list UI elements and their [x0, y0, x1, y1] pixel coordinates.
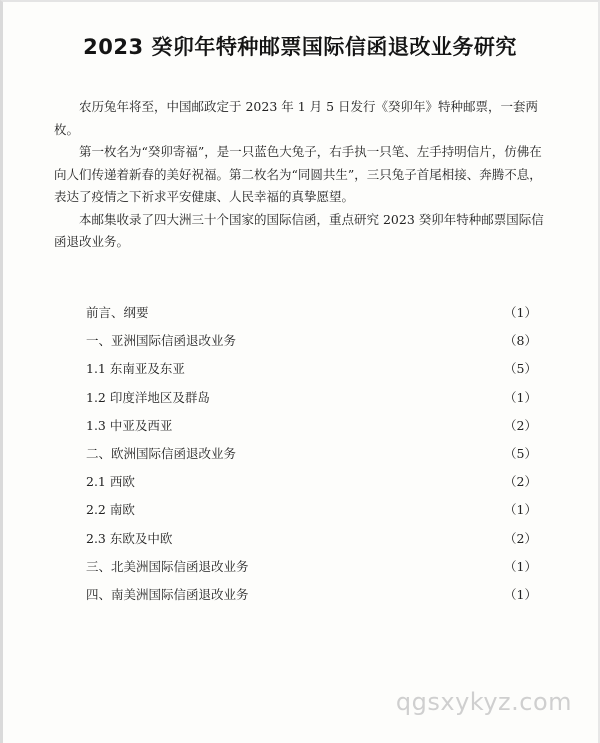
- toc-entry: [86, 387, 536, 415]
- toc-label: 2.1 西欧: [86, 474, 135, 490]
- toc-entry: [86, 443, 536, 471]
- toc-entry: [86, 584, 536, 612]
- toc-entry: [86, 556, 536, 584]
- toc-entry: [86, 330, 536, 358]
- toc-label: 四、南美洲国际信函退改业务: [86, 586, 249, 602]
- toc-count: （8）: [504, 333, 537, 349]
- intro-paragraph: 农历兔年将至，中国邮政定于 2023 年 1 月 5 日发行《癸卯年》特种邮票，一套两枚。: [54, 99, 539, 137]
- toc-label: 一、亚洲国际信函退改业务: [86, 333, 237, 349]
- toc-count: （2）: [504, 417, 537, 433]
- toc-label: 2.3 东欧及中欧: [86, 530, 173, 546]
- toc-label: 1.2 印度洋地区及群岛: [86, 389, 210, 405]
- toc-count: （1）: [504, 558, 537, 574]
- intro-paragraph: 第一枚名为“癸卯寄福”，是一只蓝色大兔子，右手执一只笔、左手持明信片，仿佛在向人们传递着新春的美好祝福。第二枚名为“同圆共生”，三只兔子首尾相接、奔腾不息，表达了疫情之下祈求平安健康、人民幸福的真挚愿望。: [54, 144, 542, 204]
- toc-label: 前言、纲要: [86, 305, 149, 320]
- toc-entry: [86, 302, 536, 330]
- toc-count: （5）: [504, 445, 537, 461]
- toc-entry: [86, 471, 536, 499]
- toc-count: （1）: [504, 389, 537, 405]
- watermark: qgsxykyz.com: [395, 688, 572, 716]
- toc-label: 2.2 南欧: [86, 502, 135, 518]
- toc-entry: [86, 415, 536, 443]
- document-title: 2023 癸卯年特种邮票国际信函退改业务研究: [83, 35, 517, 59]
- toc-entry: [86, 358, 536, 386]
- intro-section: [54, 96, 554, 254]
- toc-count: （2）: [504, 530, 537, 546]
- toc-label: 1.1 东南亚及东亚: [86, 361, 185, 377]
- toc-count: （2）: [504, 474, 537, 490]
- intro-paragraph: 本邮集收录了四大洲三十个国家的国际信函，重点研究 2023 癸卯年特种邮票国际信函退改业务。: [54, 211, 544, 249]
- toc-label: 三、北美洲国际信函退改业务: [86, 558, 249, 574]
- toc-entry: [86, 499, 536, 527]
- toc-count: （5）: [504, 361, 537, 377]
- toc-count: （1）: [504, 502, 537, 518]
- toc-count: （1）: [504, 586, 537, 602]
- toc-entry: [86, 528, 536, 556]
- table-of-contents: [86, 302, 536, 612]
- toc-label: 1.3 中亚及西亚: [86, 417, 173, 433]
- toc-label: 二、欧洲国际信函退改业务: [86, 445, 237, 461]
- toc-count: （1）: [504, 305, 537, 320]
